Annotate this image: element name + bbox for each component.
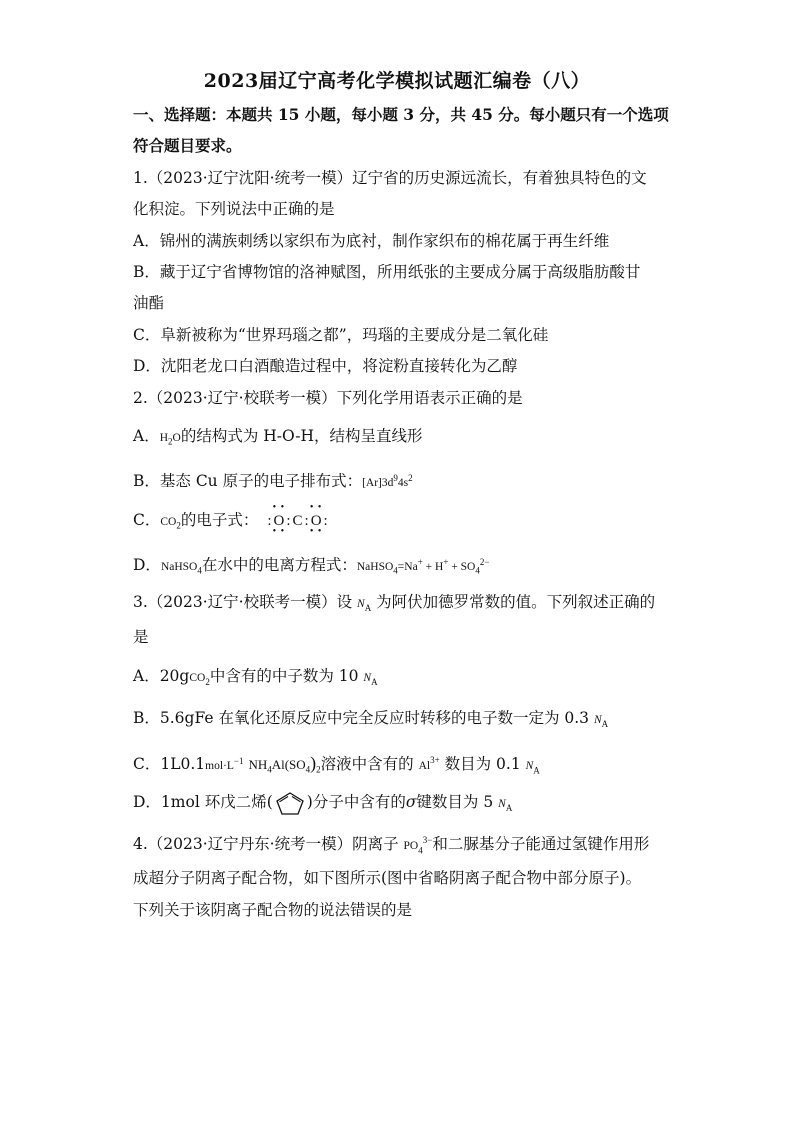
atom-o: O (310, 513, 322, 529)
eq-sup: 2− (479, 557, 490, 567)
q2-a-label: A． (133, 427, 160, 445)
eq-sub: 4 (393, 565, 398, 576)
lone-pair: : (323, 513, 328, 529)
atom-o: O (273, 513, 285, 529)
q3-a-text: 中含有的中子数为 10 (209, 667, 364, 685)
na-sub: A (505, 803, 513, 814)
q3-stem-text: 3.（2023·辽宁·校联考一模）设 (133, 593, 358, 611)
q2-option-d (133, 551, 489, 581)
salt-sub: 4 (267, 764, 272, 775)
q4-stem-text: 4.（2023·辽宁丹东·统考一模）阴离子 (133, 835, 404, 854)
formula: NaHSO (160, 560, 198, 573)
ion-sup: 3− (422, 835, 433, 845)
section-heading-cont: 符合题目要求。 (133, 136, 242, 155)
dots: • • (309, 502, 323, 513)
q3-a-text: A．20g (133, 667, 190, 685)
q2-d-formula (160, 560, 202, 576)
lone-pair: : (267, 513, 272, 529)
na-symbol: N (357, 598, 365, 610)
q4-stem-cont: 成超分子阴离子配合物，如下图所示(图中省略阴离子配合物中部分原子)。 (133, 869, 642, 887)
q1-option-b-cont: 油酯 (133, 294, 165, 312)
q3-d-text: D．1mol 环戊二烯( (133, 793, 273, 811)
na-symbol: N (593, 714, 602, 726)
eq-part: + SO (448, 560, 476, 573)
q2-a-text: 的结构式为 H-O-H，结构呈直线形 (180, 427, 423, 445)
salt-sub: 2 (316, 764, 321, 775)
q1-stem: 1.（2023·辽宁沈阳·统考一模）辽宁省的历史源远流长，有着独具特色的文 (133, 169, 647, 187)
formula-sub: 2 (205, 677, 210, 688)
na-sub: A (533, 765, 540, 776)
q2-d-equation (356, 557, 490, 576)
na-symbol: N (498, 798, 506, 810)
formula-h: H (159, 432, 169, 444)
salt-part: Al(SO (271, 757, 306, 773)
ion-sub: 4 (418, 845, 423, 856)
formula-sub: 2 (168, 436, 173, 447)
bond-pair: : (304, 513, 309, 529)
na-sub: A (364, 603, 372, 614)
q2-b-text: B．基态 Cu 原子的电子排布式： (133, 471, 363, 490)
q3-option-c (133, 749, 540, 781)
q3-stem-text: 为阿伏加德罗常数的值。下列叙述正确的 (371, 593, 656, 611)
q1-option-a: A．锦州的满族刺绣以家织布为底衬，制作家织布的棉花属于再生纤维 (133, 232, 610, 250)
dots: • • (272, 526, 286, 537)
na-sub: A (601, 719, 609, 730)
q2-a-formula (159, 432, 181, 447)
lewis-oxygen (309, 502, 324, 537)
q4-stem-text: 和二脲基分子能通过氢键作用形 (432, 835, 650, 854)
q2-option-b (133, 467, 413, 494)
q3-option-b (133, 707, 608, 735)
lewis-structure (267, 502, 328, 537)
q4-stem (133, 829, 649, 861)
eq-sub: 4 (475, 565, 480, 576)
config-sup: 2 (408, 473, 413, 483)
config-part: [Ar]3d (362, 476, 394, 489)
q4-stem-cont2: 下列关于该阴离子配合物的说法错误的是 (133, 901, 413, 919)
na-symbol: N (525, 760, 534, 773)
q3-c-text: 溶液中含有的 (320, 755, 419, 774)
q3-option-a (133, 665, 378, 693)
q3-d-text: )分子中含有的 (306, 793, 406, 811)
formula-co: CO (189, 672, 206, 684)
atom-c: C (292, 513, 303, 529)
q3-stem-cont: 是 (133, 628, 149, 646)
q1-option-d: D．沈阳老龙口白酒酿造过程中，将淀粉直接转化为乙醇 (133, 357, 518, 375)
salt-formula (248, 753, 321, 775)
q3-option-d (133, 789, 512, 821)
na-symbol: N (363, 672, 372, 684)
salt-part: NH (248, 757, 268, 773)
bond-pair: : (286, 513, 291, 529)
q2-c-label: C． (133, 511, 161, 529)
config-sup: 9 (393, 473, 398, 483)
ion-al: Al (418, 760, 431, 773)
section-heading: 一、选择题：本题共 15 小题，每小题 3 分，共 45 分。每小题只有一个选项 (133, 105, 669, 124)
q2-b-config (362, 473, 413, 489)
ion-sup: 3+ (430, 755, 440, 765)
q2-c-formula (160, 516, 181, 531)
unit-sup: −1 (233, 756, 244, 767)
page-title: 2023届辽宁高考化学模拟试题汇编卷（八） (203, 70, 591, 92)
eq-part: =Na (397, 560, 418, 573)
q2-d-label: D． (133, 555, 161, 574)
eq-part: + H (422, 560, 444, 573)
eq-sup: + (443, 557, 449, 567)
q2-option-a (133, 425, 423, 452)
q1-stem-cont: 化积淀。下列说法中正确的是 (133, 200, 335, 218)
dots: • • (272, 502, 286, 513)
q2-d-text: 在水中的电离方程式： (201, 555, 357, 574)
unit-text: mol·L (205, 760, 234, 773)
q3-b-text: B．5.6gFe 在氧化还原反应中完全反应时转移的电子数一定为 0.3 (133, 709, 594, 727)
formula-o: O (172, 432, 181, 444)
q2-c-text: 的电子式： (180, 511, 259, 529)
q3-c-text: 数目为 0.1 (439, 755, 526, 774)
q3-stem (133, 591, 655, 619)
sigma-symbol: σ (405, 793, 417, 811)
q2-option-c (133, 502, 328, 537)
q1-option-c: C．阜新被称为“世界玛瑙之都”，玛瑙的主要成分是二氧化硅 (133, 326, 549, 344)
ion-po: PO (403, 840, 419, 853)
q2-stem: 2.（2023·辽宁·校联考一模）下列化学用语表示正确的是 (133, 389, 523, 407)
q3-c-text: C．1L0.1 (133, 755, 206, 774)
formula-sub: 4 (197, 565, 202, 576)
config-part: 4s (397, 476, 409, 489)
salt-sub: 4 (305, 764, 311, 775)
lewis-carbon (291, 510, 305, 532)
dots: • • (309, 526, 323, 537)
na-sub: A (371, 677, 378, 688)
lewis-oxygen (271, 502, 286, 537)
q1-option-b: B．藏于辽宁省博物馆的洛神赋图，所用纸张的主要成分属于高级脂肪酸甘 (133, 263, 641, 281)
eq-sup: + (417, 557, 423, 567)
cyclopentadiene-icon (273, 790, 307, 816)
salt-paren: ) (310, 753, 317, 774)
eq-part: NaHSO (356, 560, 394, 573)
formula-sub: 2 (176, 520, 181, 531)
formula-co: CO (160, 516, 177, 528)
unit (205, 756, 244, 773)
q3-d-text: 键数目为 5 (416, 793, 499, 811)
